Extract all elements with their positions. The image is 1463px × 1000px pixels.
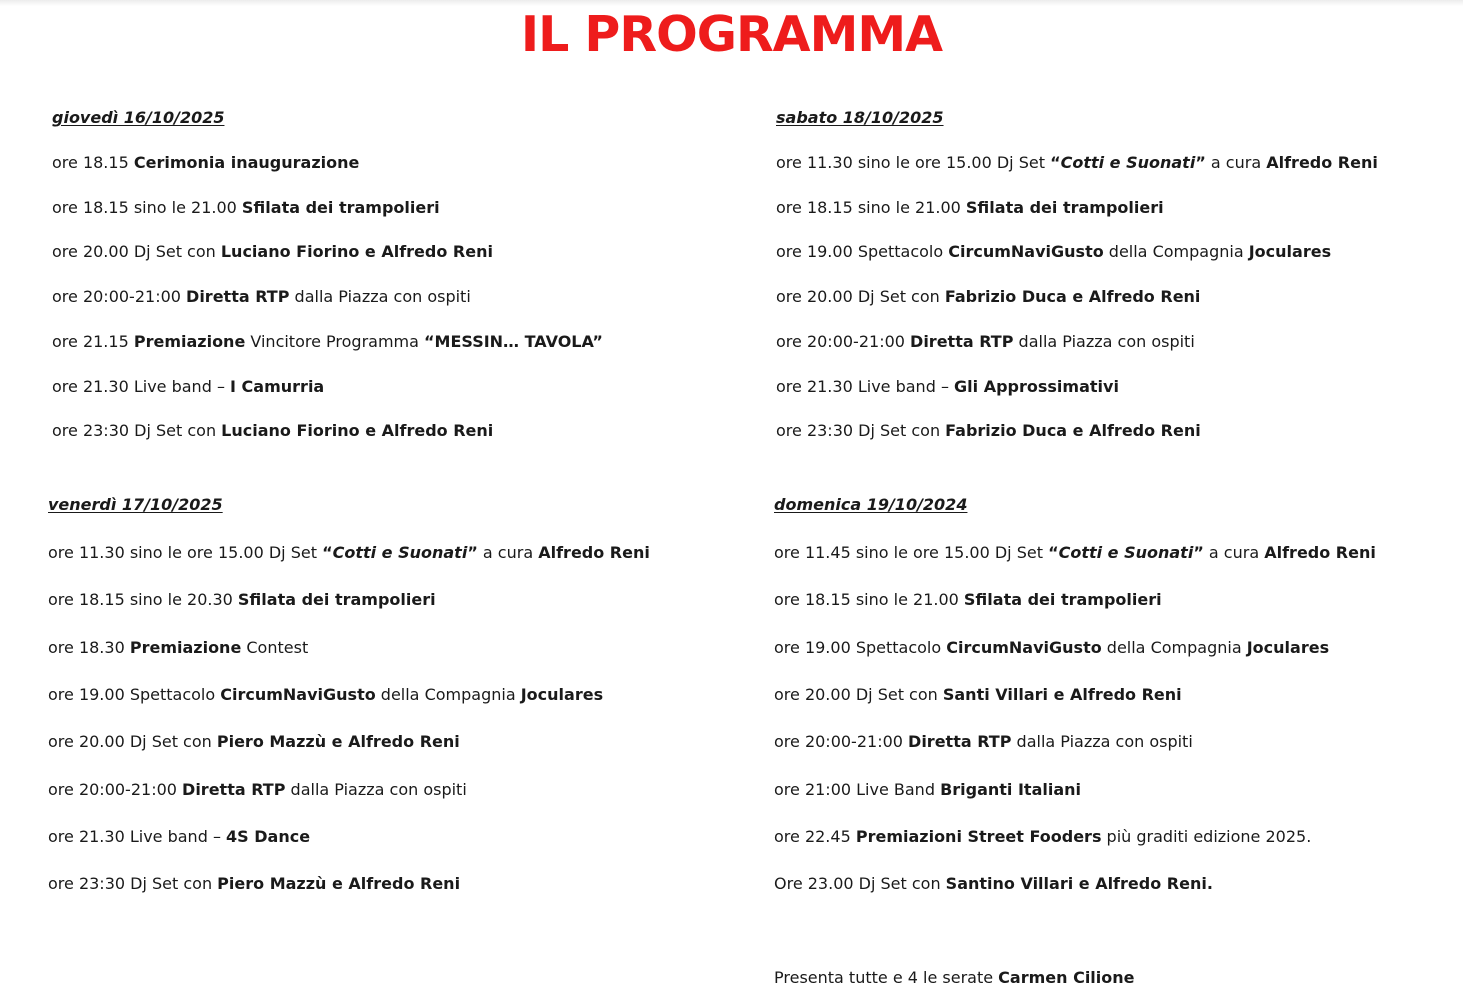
- event-line: [776, 196, 1164, 220]
- event-line: [52, 375, 324, 399]
- event-text: ore 19.00 Spettacolo: [48, 684, 221, 704]
- event-text: Fabrizio Duca e Alfredo Reni: [945, 421, 1201, 441]
- event-text: ore 19.00 Spettacolo: [774, 637, 947, 657]
- event-text: Cotti e Suonati: [1058, 543, 1194, 562]
- event-line: [52, 196, 440, 220]
- presenter-prefix: Presenta tutte e 4 le serate: [774, 968, 999, 987]
- event-text: ”: [1195, 153, 1206, 172]
- presenter-line: [774, 966, 1135, 990]
- event-text: ore 20:00-21:00: [774, 732, 909, 752]
- event-text: ore 20.00 Dj Set con: [776, 287, 945, 307]
- event-text: ore 22.45: [774, 826, 856, 846]
- event-text: I Camurria: [230, 376, 325, 396]
- page-title: IL PROGRAMMA: [520, 6, 943, 63]
- event-line: [48, 825, 310, 849]
- event-text: Premiazione: [129, 637, 242, 657]
- event-text: Diretta RTP: [908, 732, 1012, 752]
- event-text: a cura: [1205, 153, 1267, 172]
- day-block-friday: [48, 493, 650, 894]
- event-text: ore 23:30 Dj Set con: [776, 421, 946, 441]
- event-text: “: [1050, 153, 1061, 172]
- event-text: Vincitore Programma: [245, 331, 425, 351]
- event-line: [774, 730, 1193, 754]
- event-text: ore 18.15 sino le 20.30: [48, 590, 238, 610]
- day-block-thursday: [52, 106, 603, 441]
- event-text: Alfredo Reni: [1266, 153, 1378, 172]
- event-text: dalla Piazza con ospiti: [285, 779, 467, 799]
- event-text: ore 21.30 Live band –: [52, 376, 231, 396]
- event-text: Cerimonia inaugurazione: [133, 153, 360, 172]
- event-text: CircumNaviGusto: [220, 684, 376, 704]
- event-line: [52, 240, 493, 264]
- event-line: [52, 151, 359, 175]
- event-text: Piero Mazzù e Alfredo Reni: [217, 874, 461, 894]
- event-text: ore 23:30 Dj Set con: [48, 874, 218, 894]
- day-heading: giovedì 16/10/2025: [52, 108, 225, 127]
- event-line: [774, 683, 1182, 707]
- event-line: [774, 541, 1376, 565]
- event-text: ore 21.30 Live band –: [48, 826, 227, 846]
- event-text: Briganti Italiani: [940, 779, 1082, 799]
- event-line: [52, 330, 603, 354]
- event-text: ore 21.30 Live band –: [776, 376, 955, 396]
- event-text: Sfilata dei trampolieri: [963, 590, 1162, 610]
- event-text: ore 23:30 Dj Set con: [52, 421, 222, 441]
- event-text: Sfilata dei trampolieri: [965, 197, 1164, 217]
- presenter-name: Carmen Cilione: [998, 968, 1135, 987]
- event-text: Piero Mazzù e Alfredo Reni: [216, 732, 460, 752]
- event-text: più graditi edizione 2025.: [1101, 826, 1312, 846]
- event-text: Contest: [241, 637, 309, 657]
- event-text: ore 21.15: [52, 331, 134, 351]
- event-text: Alfredo Reni: [1264, 543, 1376, 562]
- event-text: della Compagnia: [375, 684, 521, 704]
- event-text: ore 18.15 sino le 21.00: [774, 590, 964, 610]
- event-text: Joculares: [1248, 242, 1332, 262]
- event-text: CircumNaviGusto: [946, 637, 1102, 657]
- day-block-saturday: [776, 106, 1378, 441]
- event-text: “: [1048, 543, 1059, 562]
- event-text: Cotti e Suonati: [332, 543, 468, 562]
- event-text: a cura: [1203, 543, 1265, 562]
- event-text: ore 21:00 Live Band: [774, 779, 941, 799]
- event-text: ore 20:00-21:00: [52, 287, 187, 307]
- event-text: Diretta RTP: [910, 331, 1014, 351]
- event-text: ore 19.00 Spettacolo: [776, 242, 949, 262]
- event-text: Premiazioni Street Fooders: [855, 826, 1102, 846]
- event-text: Sfilata dei trampolieri: [241, 197, 440, 217]
- event-line: [48, 636, 308, 660]
- event-text: Luciano Fiorino e Alfredo Reni: [220, 242, 493, 262]
- event-text: 4S Dance: [226, 826, 311, 846]
- event-text: ore 11.30 sino le ore 15.00 Dj Set: [48, 543, 323, 562]
- event-text: CircumNaviGusto: [948, 242, 1104, 262]
- event-text: ore 11.45 sino le ore 15.00 Dj Set: [774, 543, 1049, 562]
- event-text: a cura: [477, 543, 539, 562]
- event-line: [52, 419, 493, 443]
- event-line: [774, 636, 1329, 660]
- event-text: ore 20:00-21:00: [48, 779, 183, 799]
- event-text: [333, 543, 468, 562]
- event-line: [48, 683, 603, 707]
- event-text: “MESSIN… TAVOLA”: [424, 331, 603, 351]
- event-text: ”: [1193, 543, 1204, 562]
- event-text: ore 20.00 Dj Set con: [48, 732, 217, 752]
- day-block-sunday: [774, 493, 1376, 894]
- event-text: ore 20.00 Dj Set con: [774, 684, 943, 704]
- event-text: Santino Villari e Alfredo Reni.: [945, 874, 1213, 894]
- event-text: ore 18.15 sino le 21.00: [776, 197, 966, 217]
- event-text: ore 18.30: [48, 637, 130, 657]
- event-line: [48, 730, 460, 754]
- event-text: “: [322, 543, 333, 562]
- event-text: Diretta RTP: [182, 779, 286, 799]
- event-text: [1061, 153, 1196, 172]
- event-text: ore 20:00-21:00: [776, 331, 911, 351]
- event-line: [774, 825, 1311, 849]
- event-text: Santi Villari e Alfredo Reni: [942, 684, 1182, 704]
- event-text: ore 20.00 Dj Set con: [52, 242, 221, 262]
- event-text: della Compagnia: [1101, 637, 1247, 657]
- event-text: Ore 23.00 Dj Set con: [774, 874, 946, 894]
- event-line: [48, 588, 436, 612]
- event-line: [776, 419, 1201, 443]
- day-heading: domenica 19/10/2024: [774, 495, 968, 514]
- event-text: dalla Piazza con ospiti: [1011, 732, 1193, 752]
- event-line: [48, 541, 650, 565]
- event-text: dalla Piazza con ospiti: [289, 287, 471, 307]
- event-line: [774, 872, 1213, 896]
- event-text: Fabrizio Duca e Alfredo Reni: [944, 287, 1201, 307]
- event-text: Cotti e Suonati: [1060, 153, 1196, 172]
- event-text: Joculares: [1246, 637, 1330, 657]
- event-line: [48, 778, 467, 802]
- event-text: della Compagnia: [1103, 242, 1249, 262]
- event-line: [776, 285, 1200, 309]
- event-line: [776, 330, 1195, 354]
- event-line: [776, 240, 1331, 264]
- event-text: dalla Piazza con ospiti: [1013, 331, 1195, 351]
- event-line: [776, 151, 1378, 175]
- day-heading: sabato 18/10/2025: [776, 108, 944, 127]
- event-line: [774, 588, 1162, 612]
- event-text: Diretta RTP: [186, 287, 290, 307]
- event-text: ore 11.30 sino le ore 15.00 Dj Set: [776, 153, 1051, 172]
- event-line: [774, 778, 1081, 802]
- event-text: Luciano Fiorino e Alfredo Reni: [221, 421, 494, 441]
- event-text: ore 18.15 sino le 21.00: [52, 197, 242, 217]
- event-text: Joculares: [520, 684, 604, 704]
- day-heading: venerdì 17/10/2025: [48, 495, 223, 514]
- event-line: [48, 872, 460, 896]
- event-text: Sfilata dei trampolieri: [237, 590, 436, 610]
- event-line: [52, 285, 471, 309]
- event-text: ”: [467, 543, 478, 562]
- event-text: Alfredo Reni: [538, 543, 650, 562]
- event-text: Premiazione: [133, 331, 246, 351]
- event-text: [1059, 543, 1194, 562]
- event-text: ore 18.15: [52, 153, 134, 172]
- event-text: Gli Approssimativi: [954, 376, 1119, 396]
- event-line: [776, 375, 1119, 399]
